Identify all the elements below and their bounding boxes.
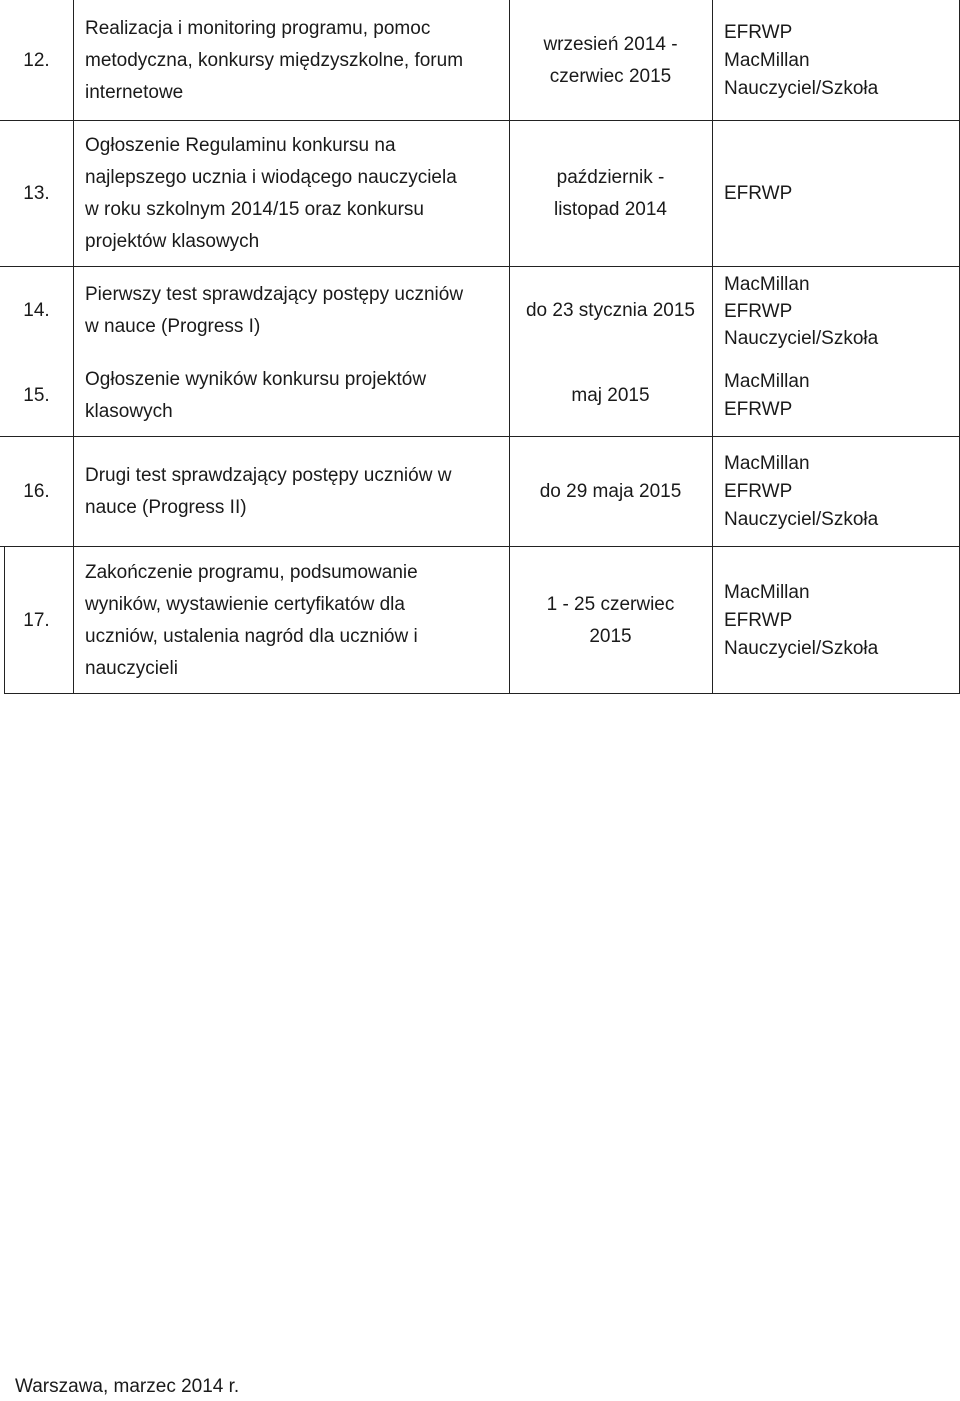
responsible-party: Nauczyciel/Szkoła — [724, 77, 879, 99]
row-number: 17. — [23, 609, 50, 631]
responsible-party: Nauczyciel/Szkoła — [724, 509, 879, 530]
row-divider — [0, 120, 960, 121]
task-responsible — [712, 121, 960, 267]
task-description-line: klasowych — [85, 401, 173, 422]
task-date-line: październik - — [556, 167, 665, 188]
responsible-party: MacMillan — [724, 371, 810, 392]
row-number: 14. — [23, 300, 50, 321]
task-description-line: Drugi test sprawdzający postępy uczniów w — [85, 465, 452, 486]
row-divider — [0, 546, 960, 547]
task-description-line: projektów klasowych — [85, 231, 260, 252]
task-description-line: Zakończenie programu, podsumowanie — [85, 561, 418, 583]
task-responsible — [712, 547, 960, 694]
column-divider — [712, 0, 713, 694]
task-date-line: do 23 stycznia 2015 — [525, 300, 695, 321]
task-date-line: czerwiec 2015 — [549, 65, 672, 87]
task-date — [509, 121, 712, 267]
table-row — [0, 267, 960, 355]
task-description-line: w roku szkolnym 2014/15 oraz konkursu — [85, 199, 424, 220]
table-left-border — [4, 547, 5, 694]
row-number: 12. — [23, 49, 50, 71]
task-date — [509, 437, 712, 547]
task-description-line: metodyczna, konkursy międzyszkolne, forum — [85, 49, 464, 71]
task-responsible — [712, 267, 960, 355]
task-description-line: w nauce (Progress I) — [85, 316, 261, 337]
row-number: 15. — [23, 385, 50, 406]
row-number: 16. — [23, 481, 50, 502]
row-divider — [0, 266, 960, 267]
table-row — [0, 437, 960, 547]
task-description-line: Pierwszy test sprawdzający postępy uczniów — [85, 284, 464, 305]
task-date-line: maj 2015 — [571, 385, 650, 406]
responsible-party: MacMillan — [724, 273, 810, 295]
task-description-line: uczniów, ustalenia nagród dla uczniów i — [85, 625, 418, 647]
task-responsible — [712, 437, 960, 547]
task-responsible — [712, 0, 960, 121]
task-date-line: listopad 2014 — [553, 199, 668, 220]
task-date-line: 1 - 25 czerwiec — [546, 593, 675, 615]
responsible-party: EFRWP — [724, 481, 793, 502]
table-row — [0, 547, 960, 694]
responsible-party: EFRWP — [724, 399, 793, 420]
row-divider — [0, 436, 960, 437]
task-date — [509, 267, 712, 355]
responsible-party: EFRWP — [724, 609, 793, 631]
responsible-party: MacMillan — [724, 453, 810, 474]
task-description — [73, 0, 509, 121]
responsible-party: EFRWP — [724, 183, 793, 204]
task-description — [73, 355, 509, 437]
task-date-line: do 29 maja 2015 — [539, 481, 682, 502]
task-description-line: internetowe — [85, 81, 184, 103]
task-description-line: wyników, wystawienie certyfikatów dla — [85, 593, 405, 615]
task-description — [73, 547, 509, 694]
responsible-party: MacMillan — [724, 49, 810, 71]
responsible-party: EFRWP — [724, 300, 793, 322]
task-date-line: 2015 — [589, 625, 632, 647]
task-description-line: Ogłoszenie wyników konkursu projektów — [85, 369, 427, 390]
responsible-party: EFRWP — [724, 21, 793, 43]
task-description — [73, 121, 509, 267]
task-date — [509, 355, 712, 437]
task-date — [509, 0, 712, 121]
task-description-line: Ogłoszenie Regulaminu konkursu na — [85, 135, 396, 156]
table-row — [0, 355, 960, 437]
document-footer: Warszawa, marzec 2014 r. — [15, 1376, 240, 1397]
task-date — [509, 547, 712, 694]
responsible-party: Nauczyciel/Szkoła — [724, 327, 879, 349]
row-number: 13. — [23, 183, 50, 204]
column-divider — [73, 0, 74, 694]
task-description — [73, 437, 509, 547]
table-row — [0, 121, 960, 267]
task-description-line: Realizacja i monitoring programu, pomoc — [85, 17, 431, 39]
task-description — [73, 267, 509, 355]
task-date-line: wrzesień 2014 - — [543, 33, 678, 55]
task-description-line: najlepszego ucznia i wiodącego nauczyciela — [85, 167, 457, 188]
table-row — [0, 0, 960, 121]
task-description-line: nauce (Progress II) — [85, 497, 247, 518]
table-bottom-border — [4, 693, 960, 694]
column-divider — [509, 0, 510, 694]
task-responsible — [712, 355, 960, 437]
responsible-party: MacMillan — [724, 581, 810, 603]
responsible-party: Nauczyciel/Szkoła — [724, 637, 879, 659]
task-description-line: nauczycieli — [85, 657, 178, 679]
